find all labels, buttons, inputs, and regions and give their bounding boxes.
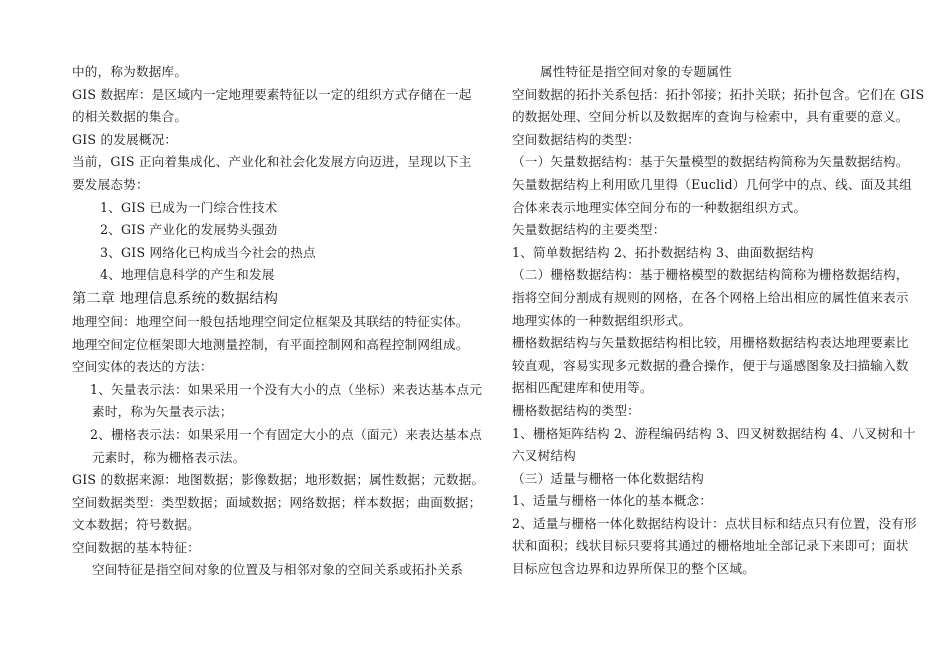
- text-line: 中的，称为数据库。: [72, 64, 188, 79]
- left-column: [72, 61, 485, 582]
- text-line: 要发展态势：: [72, 176, 149, 192]
- text-line: GIS 的数据来源：地图数据；影像数据；地形数据；属性数据；元数据。: [72, 472, 485, 488]
- text-line: 当前，GIS 正向着集成化、产业化和社会化发展方向迈进，呈现以下主: [72, 154, 472, 170]
- text-line: 1、矢量表示法：如果采用一个没有大小的点（坐标）来表达基本点元: [90, 381, 483, 397]
- text-line: 1、栅格矩阵结构 2、游程编码结构 3、四叉树数据结构 4、八叉树和十: [512, 425, 916, 441]
- text-line: 指将空间分割成有规则的网格，在各个网格上给出相应的属性值来表示: [512, 289, 909, 305]
- text-line: 的相关数据的集合。: [72, 109, 188, 125]
- text-line: 4、地理信息科学的产生和发展: [100, 267, 275, 283]
- text-line: 1、适量与栅格一体化的基本概念：: [512, 493, 713, 509]
- text-line: 空间数据类型：类型数据；面域数据；网络数据；样本数据；曲面数据；: [72, 494, 482, 510]
- text-line: 空间数据结构的类型：: [512, 131, 640, 147]
- text-line: 栅格数据结构与矢量数据结构相比较，用栅格数据结构表达地理要素比: [512, 335, 909, 351]
- chapter-heading: 第二章 地理信息系统的数据结构: [72, 290, 279, 307]
- text-line: 地理空间定位框架即大地测量控制，有平面控制网和高程控制网组成。: [72, 336, 469, 352]
- text-line: 的数据处理、空间分析以及数据库的查询与检索中，具有重要的意义。: [512, 109, 909, 125]
- text-line: 2、GIS 产业化的发展势头强劲: [100, 222, 278, 238]
- right-column: [512, 61, 925, 581]
- text-line: （二）栅格数据结构：基于栅格模型的数据结构简称为栅格数据结构，: [512, 267, 909, 283]
- text-line: 目标应包含边界和边界所保卫的整个区域。: [512, 561, 756, 577]
- text-line: 合体来表示地理实体空间分布的一种数据组织方式。: [512, 199, 807, 215]
- text-line: 状和面积；线状目标只要将其通过的栅格地址全部记录下来即可；面状: [512, 538, 909, 554]
- text-line: 矢量数据结构上利用欧几里得（Euclid）几何学中的点、线、面及其组: [512, 176, 912, 192]
- text-line: 栅格数据结构的类型：: [512, 402, 640, 418]
- text-line: 2、适量与栅格一体化数据结构设计：点状目标和结点只有位置，没有形: [512, 515, 917, 531]
- text-line: 3、GIS 网络化已构成当今社会的热点: [100, 244, 316, 260]
- text-line: 六叉树结构: [512, 448, 576, 464]
- text-line: GIS 数据库：是区域内一定地理要素特征以一定的组织方式存储在一起: [72, 86, 472, 102]
- text-line: 较直观，容易实现多元数据的叠合操作，便于与遥感图象及扫描输入数: [512, 357, 909, 373]
- text-line: 空间数据的拓扑关系包括：拓扑邻接；拓扑关联；拓扑包含。它们在 GIS: [512, 86, 925, 102]
- text-line: 1、简单数据结构 2、拓扑数据结构 3、曲面数据结构: [512, 244, 814, 260]
- text-line: 1、GIS 已成为一门综合性技术: [100, 199, 278, 215]
- text-line: 据相匹配建库和使用等。: [512, 380, 653, 396]
- text-line: 地理空间：地理空间一般包括地理空间定位框架及其联结的特征实体。: [72, 313, 469, 329]
- text-line: 矢量数据结构的主要类型：: [512, 222, 666, 238]
- text-line: 属性特征是指空间对象的专题属性: [540, 64, 732, 79]
- text-line: 地理实体的一种数据组织形式。: [512, 312, 692, 328]
- text-line: 素时，称为矢量表示法；: [92, 404, 233, 420]
- text-line: （三）适量与栅格一体化数据结构: [512, 470, 704, 486]
- text-line: GIS 的发展概况：: [72, 131, 178, 147]
- text-line: 空间实体的表达的方法：: [72, 359, 213, 375]
- text-line: （一）矢量数据结构：基于矢量模型的数据结构简称为矢量数据结构。: [512, 154, 909, 170]
- text-line: 空间特征是指空间对象的位置及与相邻对象的空间关系或拓扑关系: [92, 562, 464, 578]
- text-line: 空间数据的基本特征：: [72, 539, 200, 555]
- text-line: 文本数据；符号数据。: [72, 517, 200, 533]
- text-line: 元素时，称为栅格表示法。: [92, 449, 246, 465]
- text-line: 2、栅格表示法：如果采用一个有固定大小的点（面元）来表达基本点: [90, 426, 483, 442]
